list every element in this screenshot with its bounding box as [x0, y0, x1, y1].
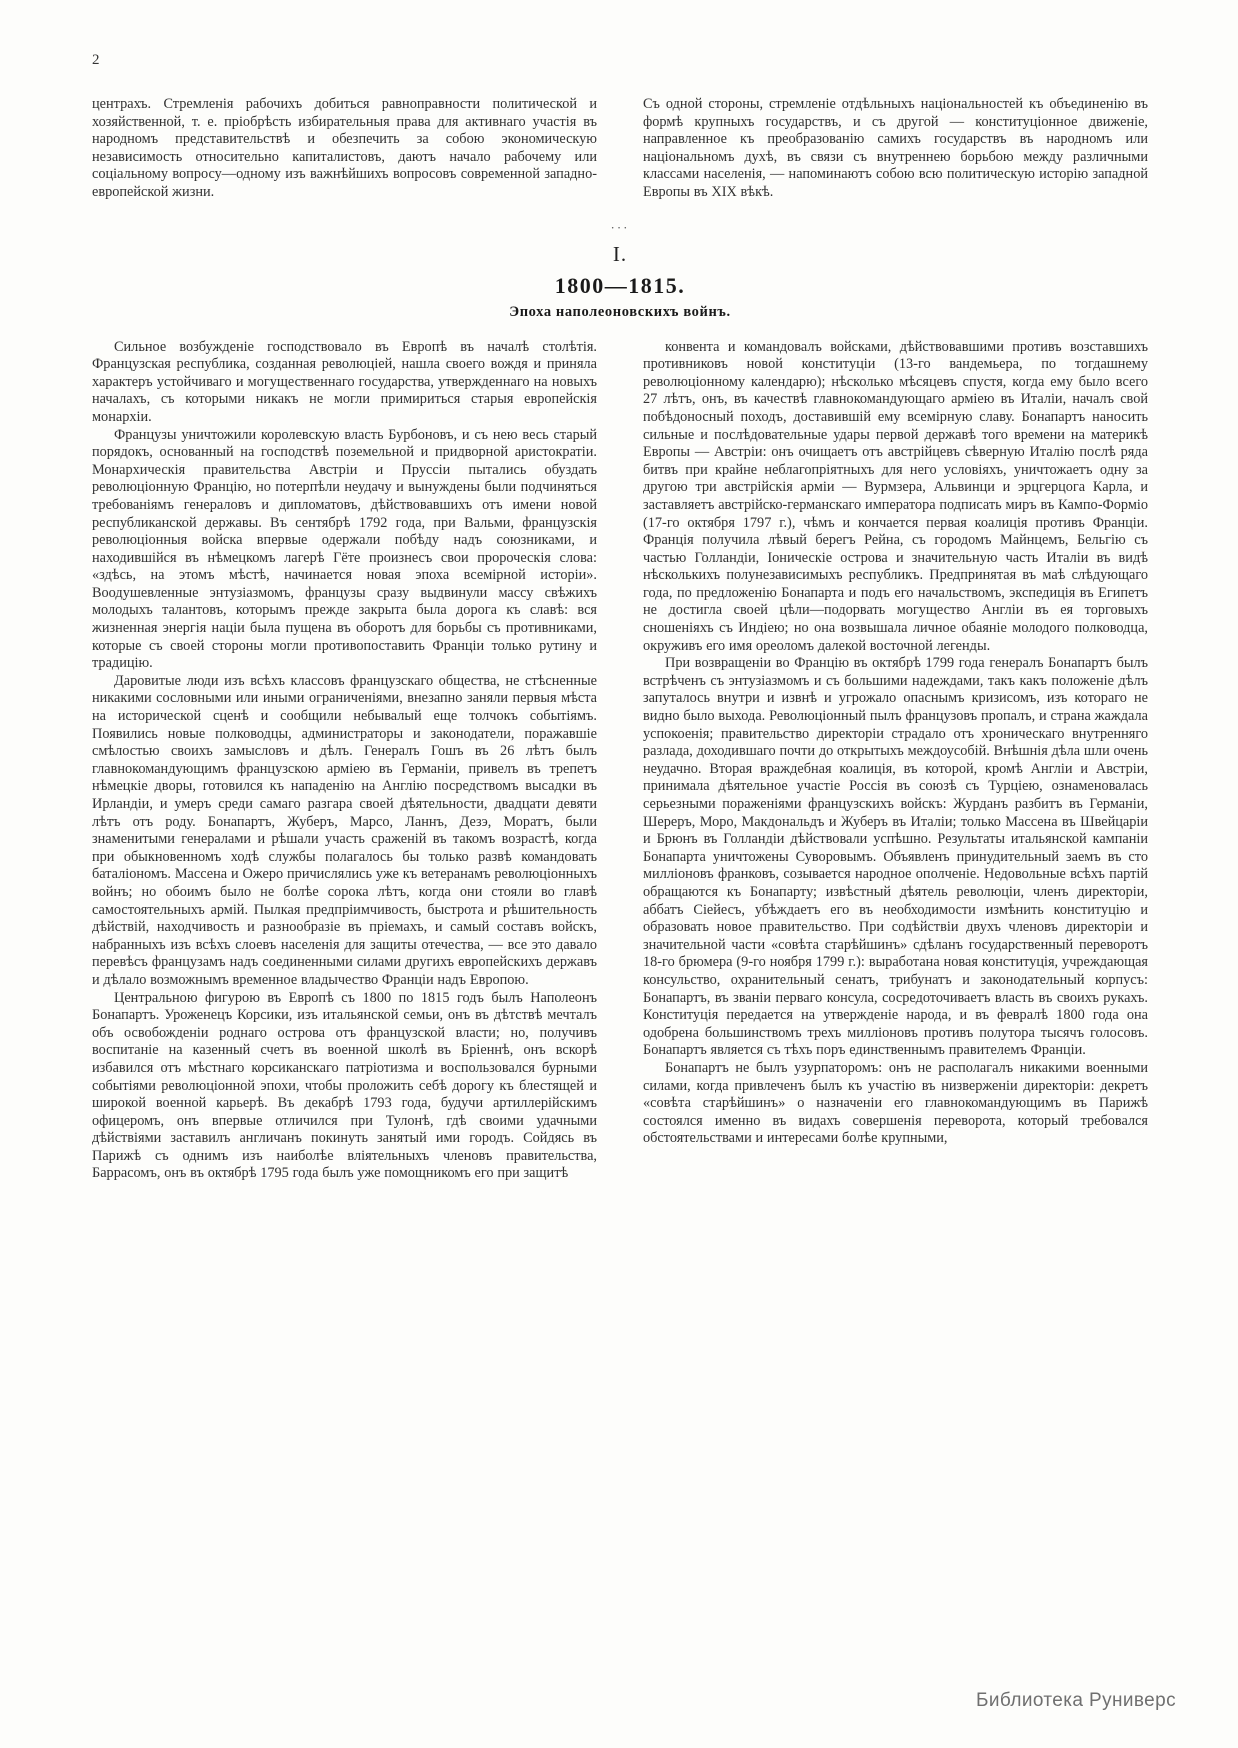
library-watermark: Библиотека Руниверс: [976, 1690, 1176, 1711]
paragraph: Французы уничтожили королевскую власть Бурбоновъ, и съ нею весь старый порядокъ, основанный на господствѣ поземельной и придворной аристократіи. Монархическія правительства Австріи и Пруссіи пытались обуздать революціонную Францію, но потерпѣли неудачу и вынуждены были подчиняться требованіямъ генераловъ и дипломатовъ, дѣйствовавшихъ отъ имени новой республиканской державы. Въ сентябрѣ 1792 года, при Вальми, французскія революціонныя войска впервые одержали побѣду надъ союзниками, и находившійся въ нѣмецкомъ лагерѣ Гёте произнесъ свои пророческія слова: «здѣсь, на этомъ мѣстѣ, начинается новая эпоха всемірной исторіи». Воодушевленные энтузіазмомъ, французы сразу выдвинули массу свѣжихъ молодыхъ талантовъ, которымъ прежде закрыта была дорога къ славѣ: вся жизненная энергія націи была пущена въ оборотъ для борьбы съ противниками, которые съ своей стороны могли противопоставить Франціи только рутину и традицію.: [92, 426, 597, 672]
right-column: [643, 339, 1148, 1148]
left-column: [92, 339, 597, 1184]
page-body: [92, 96, 1148, 1183]
paragraph: Центральною фигурою въ Европѣ съ 1800 по 1815 годъ былъ Наполеонъ Бонапартъ. Уроженецъ Корсики, изъ итальянской семьи, онъ въ дѣтствѣ мечталъ объ освобожденіи роднаго острова отъ французской власти; но, получивъ воспитаніе на казенный счетъ въ военной школѣ въ Бріеннѣ, онъ вскорѣ избавился отъ мѣстнаго корсиканскаго патріотизма и воспользовался бурными событіями революціонной эпохи, чтобы проложить себѣ дорогу къ блестящей и широкой военной карьерѣ. Въ декабрѣ 1793 года, будучи артиллерійскимъ офицеромъ, онъ впервые отличился при Тулонѣ, гдѣ своими удачными дѣйствіями заставилъ англичанъ покинуть занятый ими городъ. Сойдясь въ Парижѣ съ однимъ изъ наиболѣе вліятельныхъ членовъ правительства, Баррасомъ, онъ въ октябрѣ 1795 года былъ уже помощникомъ его при защитѣ: [92, 989, 597, 1182]
paragraph: Бонапартъ не былъ узурпаторомъ: онъ не располагалъ никакими военными силами, когда привлеченъ былъ къ участію въ низверженіи директоріи: декретъ «совѣта старѣйшинъ» о назначеніи его главнокомандующимъ въ Парижѣ состоялся именно въ видахъ совершенія переворота, который требовался обстоятельствами и интересами болѣе крупными,: [643, 1059, 1148, 1147]
chapter-heading: [92, 220, 1148, 321]
page-number: 2: [92, 52, 100, 68]
top-right-column: [643, 96, 1148, 202]
chapter-number: I.: [612, 241, 628, 266]
top-left-column: [92, 96, 597, 202]
main-columns: [92, 339, 1148, 1184]
top-paragraph-block: [92, 96, 1148, 202]
paragraph: Съ одной стороны, стремленіе отдѣльныхъ національностей къ объединенію въ формѣ крупныхъ государствъ, и съ другой — конституціонное движеніе, направленное къ преобразованію самихъ государствъ въ народномъ или національномъ духѣ, въ связи съ внутреннею борьбою между различными классами населенія, — напоминаютъ собою всю политическую исторію западной Европы въ XIX вѣкѣ.: [643, 96, 1148, 200]
paragraph: конвента и командовалъ войсками, дѣйствовавшими противъ возставшихъ противниковъ новой конституціи (13-го вандемьера, по тогдашнему революціонному календарю); нѣсколько мѣсяцевъ спустя, когда ему было всего 27 лѣтъ, онъ, въ качествѣ главнокомандующаго арміею въ Италіи, началъ свой побѣдоносный походъ, доставившій ему всемірную славу. Бонапартъ наносить сильные и послѣдовательные удары первой державѣ того времени на материкѣ Европы — Австріи: онъ очищаетъ отъ австрійцевъ сѣверную Италію послѣ ряда битвъ при крайне неблагопріятныхъ для него условіяхъ, уничтожаетъ одну за другою три австрійскія арміи — Вурмзера, Альвинци и эрцгерцога Карла, и заставляетъ австрійско-германскаго императора подписать миръ въ Кампо-Форміо (17-го октября 1797 г.), чѣмъ и кончается первая коалиція противъ Франціи. Франція получила лѣвый берегъ Рейна, съ городомъ Майнцемъ, Бельгію съ частью Голландіи, Іоническіе острова и значительную часть Италіи въ видѣ нѣсколькихъ полунезависимыхъ республикъ. Предпринятая въ маѣ слѣдующаго года, по предложенію Бонапарта и подъ его начальствомъ, экспедиція въ Египетъ не достигла своей цѣли—подорвать могущество Англіи въ ея торговыхъ сношеніяхъ съ Индіею; но она возвышала личное обаяніе молодого полководца, окруживъ его имя ореоломъ далекой восточной легенды.: [643, 338, 1148, 654]
paragraph: центрахъ. Стремленія рабочихъ добиться равноправности политической и хозяйственной, т. е. пріобрѣсть избирательныя права для активнаго участія въ народномъ представительствѣ и обезпечить за собою экономическую независимость относительно капиталистовъ, даютъ начало рабочему или соціальному вопросу—одному изъ важнѣйшихъ вопросовъ современной западно-европейской жизни.: [92, 96, 597, 200]
paragraph: Сильное возбужденіе господствовало въ Европѣ въ началѣ столѣтія. Французская республика, созданная революціей, нашла своего вождя и приняла характеръ устойчиваго и могущественнаго государства, утвержденнаго на новыхъ началахъ, съ которыми никакъ не могли примириться старыя европейскія монархіи.: [92, 338, 597, 425]
paragraph: При возвращеніи во Францію въ октябрѣ 1799 года генералъ Бонапартъ былъ встрѣченъ съ энтузіазмомъ и съ большими надеждами, такъ какъ положеніе дѣлъ запуталось внутри и извнѣ и угрожало опаснымъ кризисомъ, изъ котораго не видно было выхода. Революціонный пылъ французовъ пропалъ, и страна жаждала успокоенія; правительство директоріи страдало отъ хроническаго внутренняго разлада, доходившаго почти до открытыхъ междоусобій. Внѣшнія дѣла шли очень неудачно. Вторая враждебная коалиція, въ которой, кромѣ Англіи и Австріи, принимала дѣятельное участіе Россія въ союзѣ съ Турціею, ознаменовалась серьезными пораженіями французскихъ войскъ: Журданъ разбитъ въ Германіи, Шереръ, Моро, Макдональдъ и Жуберъ въ Италіи; только Массена въ Швейцаріи и Брюнъ въ Голландіи дѣйствовали успѣшно. Результаты итальянской кампаніи Бонапарта уничтожены Суворовымъ. Объявленъ принудительный заемъ въ сто милліоновъ франковъ, созывается народное ополченіе. Недовольные всѣхъ партій обращаются къ Бонапарту; извѣстный дѣятель революціи, членъ директоріи, аббатъ Сіейесъ, убѣждаетъ его въ необходимости измѣнить конституцію и образовать новое правительство. При содѣйствіи двухъ членовъ директоріи и значительной части «совѣта старѣйшинъ» сдѣланъ государственный переворотъ 18-го брюмера (9-го ноября 1799 г.): выработана новая конституція, учреждающая консульство, охранительный сенатъ, трибунатъ и законодательный корпусъ: Бонапартъ, въ званіи перваго консула, сосредоточиваетъ власть въ своихъ рукахъ. Конституція передается на утвержденіе народа, и въ февралѣ 1800 года она одобрена большинствомъ трехъ милліоновъ противъ полутора тысячъ голосовъ. Бонапартъ является съ тѣхъ поръ единственнымъ правителемъ Франціи.: [643, 655, 1148, 1059]
chapter-years: 1800—1815.: [554, 272, 686, 298]
paragraph: Даровитые люди изъ всѣхъ классовъ французскаго общества, не стѣсненные никакими сословными или иными ограниченіями, внезапно заняли первыя мѣста на исторической сценѣ и сообщили небывалый еще толчокъ событіямъ. Появились новые полководцы, администраторы и законодатели, поражавшіе смѣлостью своихъ замысловъ и дѣлъ. Генералъ Гошъ въ 26 лѣтъ былъ главнокомандующимъ французскою арміею въ Германіи, привелъ въ трепетъ нѣмецкіе дворы, готовился къ нападенію на Англію посредствомъ высадки въ Ирландіи, и умеръ среди самаго разгара своей дѣятельности, двадцати девяти лѣтъ отъ роду. Бонапартъ, Жуберъ, Марсо, Ланнъ, Дезэ, Моратъ, были знаменитыми генералами и рѣшали участь сраженій въ такомъ возрастѣ, когда при обыкновенномъ ходѣ службы полагалось бы только развѣ командовать баталіономъ. Массена и Ожеро причислялись уже къ ветеранамъ революціонныхъ войнъ; но обоимъ было не болѣе сорока лѣтъ, когда они стояли во главѣ самостоятельныхъ армій. Пылкая предпріимчивость, быстрота и рѣшительность дѣйствій, находчивость и разнообразіе въ пріемахъ, и самый составъ войскъ, набранныхъ изъ всѣхъ слоевъ населенія для защиты отечества, — все это давало перевѣсъ французамъ надъ соединенными силами другихъ европейскихъ державъ и дѣлало возможнымъ временное владычество Франціи надъ Европою.: [92, 672, 597, 988]
chapter-title: Эпоха наполеоновскихъ войнъ.: [509, 303, 731, 320]
ornament-separator: ···: [610, 219, 630, 235]
